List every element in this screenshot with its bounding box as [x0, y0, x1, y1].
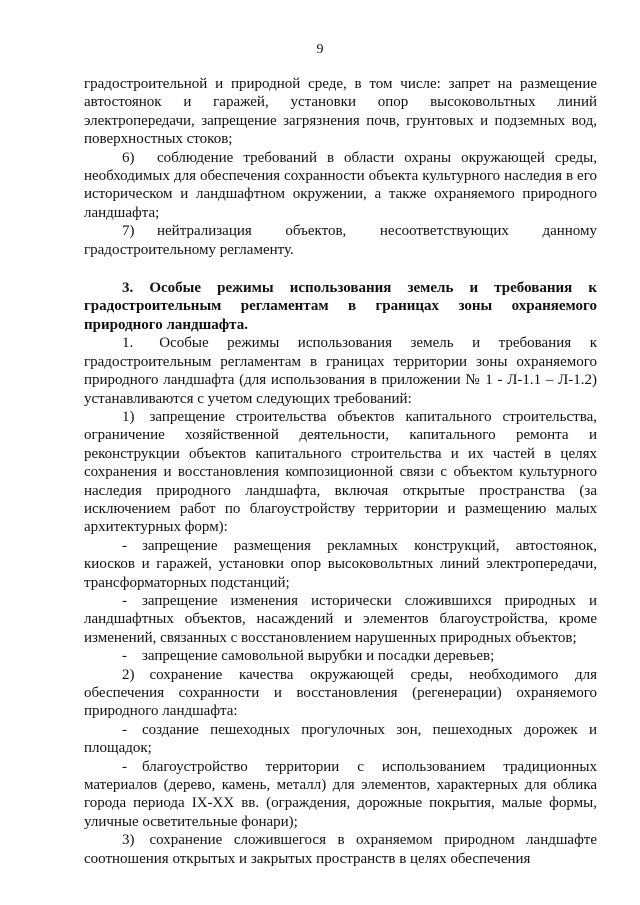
bullet-item: - запрещение размещения рекламных конструкций, автостоянок, киосков и гаражей, установки опор высоковольтных линий электропередачи, трансформаторных подстанций; — [84, 537, 597, 591]
requirement-item-3: 3) сохранение сложившегося в охраняемом природном ландшафте соотношения открытых и закрытых пространств в целях обеспечения — [84, 832, 597, 867]
paragraph-continuation: градостроительной и природной среде, в том числе: запрет на размещение автостоянок и гаражей, установки опор высоковольтных линий электропередачи, запрещение загрязнения почв, грунтовых и подземных вод, поверхностных стоков; — [84, 76, 597, 148]
page-content — [84, 75, 597, 868]
section-spacer — [84, 259, 597, 279]
section-paragraph-1: 1. Особые режимы использования земель и требования к градостроительным регламентам в границах территории зоны охраняемого природного ландшафта (для использования в приложении № 1 - Л-1.1 – Л-1.2) устанавливаются с учетом следующих требований: — [84, 335, 597, 407]
section-heading: 3. Особые режимы использования земель и требования к градостроительным регламентам в границах зоны охраняемого природного ландшафта. — [84, 280, 597, 333]
bullet-item: - запрещение самовольной вырубки и посадки деревьев; — [122, 648, 495, 665]
bullet-item: - благоустройство территории с использованием традиционных материалов (дерево, камень, металл) для элементов, характерных для облика города периода IX-XX вв. (ограждения, дорожные покрытия, малые формы, уличные осветительные фонари); — [84, 758, 597, 830]
requirement-item-1: 1) запрещение строительства объектов капитального строительства, ограничение хозяйственной деятельности, капитального ремонта и реконструкции объектов капитального строительства и их частей в целях сохранения и восстановления композиционной связи с объектом культурного наследия природного ландшафта, включая открытые пространства (за исключением работ по благоустройству территории и размещению малых архитектурных форм): — [84, 408, 597, 536]
paragraph-item-6: 6) соблюдение требований в области охраны окружающей среды, необходимых для обеспечения сохранности объекта культурного наследия в его историческом и ландшафтном окружении, а также охраняемого природного ландшафта; — [84, 149, 597, 221]
requirement-item-2: 2) сохранение качества окружающей среды, необходимого для обеспечения сохранности и восстановления (регенерации) охраняемого природного ландшафта: — [84, 666, 597, 720]
bullet-item: - создание пешеходных прогулочных зон, пешеходных дорожек и площадок; — [84, 721, 597, 757]
paragraph-item-7: 7) нейтрализация объектов, несоответствующих данному градостроительному регламенту. — [84, 223, 597, 258]
page-number: 9 — [316, 42, 324, 57]
bullet-item: - запрещение изменения исторически сложившихся природных и ландшафтных объектов, насаждений и элементов благоустройства, кроме изменений, связанных с восстановлением нарушенных природных объектов; — [84, 592, 597, 646]
